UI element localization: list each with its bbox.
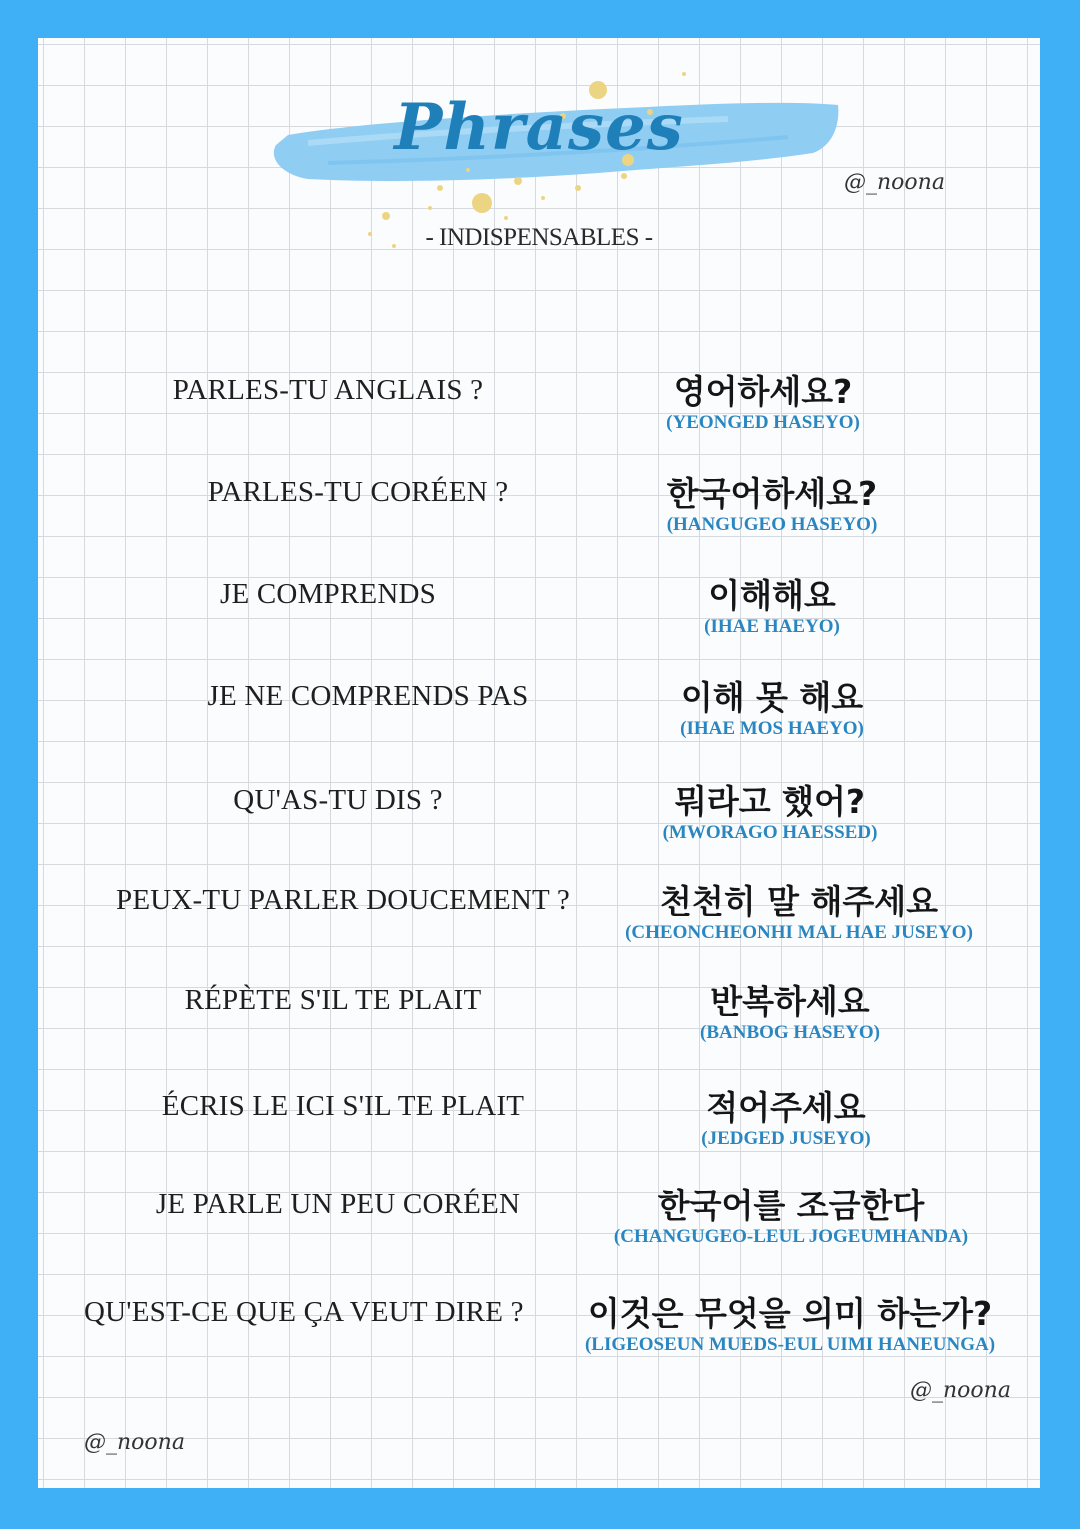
romanization: (CHEONCHEONHI MAL HAE JUSEYO) bbox=[625, 922, 973, 943]
korean-phrase: 반복하세요 bbox=[710, 982, 870, 1021]
author-handle-bottom: @_noona bbox=[84, 1430, 185, 1455]
page-title: Phrases bbox=[394, 90, 684, 165]
french-phrase: JE COMPRENDS bbox=[220, 578, 436, 610]
romanization: (IHAE MOS HAEYO) bbox=[680, 718, 864, 739]
korean-phrase: 이것은 무엇을 의미 하는가? bbox=[587, 1294, 993, 1333]
romanization: (LIGEOSEUN MUEDS-EUL UIMI HANEUNGA) bbox=[584, 1334, 996, 1355]
korean-phrase: 영어하세요? bbox=[673, 372, 853, 411]
page-subtitle: - INDISPENSABLES - bbox=[425, 224, 653, 251]
french-phrase: QU'EST-CE QUE ÇA VEUT DIRE ? bbox=[84, 1296, 524, 1328]
phrase-row bbox=[38, 1082, 1040, 1162]
romanization: (BANBOG HASEYO) bbox=[700, 1022, 880, 1043]
romanization: (IHAE HAEYO) bbox=[704, 616, 840, 637]
french-phrase: QU'AS-TU DIS ? bbox=[233, 784, 443, 816]
phrase-row bbox=[38, 570, 1040, 650]
phrase-row bbox=[38, 672, 1040, 752]
french-phrase: PARLES-TU ANGLAIS ? bbox=[172, 374, 484, 406]
french-phrase: JE NE COMPRENDS PAS bbox=[207, 680, 529, 712]
french-phrase: JE PARLE UN PEU CORÉEN bbox=[155, 1188, 521, 1220]
romanization: (YEONGED HASEYO) bbox=[666, 412, 860, 433]
phrase-row bbox=[38, 366, 1040, 446]
french-phrase: ÉCRIS LE ICI S'IL TE PLAIT bbox=[161, 1090, 525, 1122]
korean-phrase: 한국어를 조금한다 bbox=[657, 1186, 925, 1225]
korean-phrase: 한국어하세요? bbox=[666, 474, 878, 513]
phrase-row bbox=[38, 1288, 1040, 1368]
phrase-row bbox=[38, 776, 1040, 856]
romanization: (MWORAGO HAESSED) bbox=[662, 822, 878, 843]
french-phrase: PEUX-TU PARLER DOUCEMENT ? bbox=[116, 884, 570, 916]
romanization: (HANGUGEO HASEYO) bbox=[666, 514, 878, 535]
korean-phrase: 이해 못 해요 bbox=[680, 678, 864, 717]
korean-phrase: 적어주세요 bbox=[706, 1088, 866, 1127]
french-phrase: PARLES-TU CORÉEN ? bbox=[207, 476, 509, 508]
romanization: (JEDGED JUSEYO) bbox=[701, 1128, 871, 1149]
romanization: (CHANGUGEO-LEUL JOGEUMHANDA) bbox=[613, 1226, 969, 1247]
phrase-row bbox=[38, 876, 1040, 956]
phrase-sheet bbox=[38, 38, 1040, 1488]
phrase-row bbox=[38, 468, 1040, 548]
french-phrase: RÉPÈTE S'IL TE PLAIT bbox=[184, 984, 482, 1016]
phrase-row bbox=[38, 976, 1040, 1056]
author-handle-top: @_noona bbox=[844, 170, 945, 195]
korean-phrase: 이해해요 bbox=[708, 576, 836, 615]
korean-phrase: 천천히 말 해주세요 bbox=[659, 882, 938, 921]
phrase-row bbox=[38, 1180, 1040, 1260]
korean-phrase: 뭐라고 했어? bbox=[674, 782, 866, 821]
author-handle-middle: @_noona bbox=[910, 1378, 1011, 1403]
